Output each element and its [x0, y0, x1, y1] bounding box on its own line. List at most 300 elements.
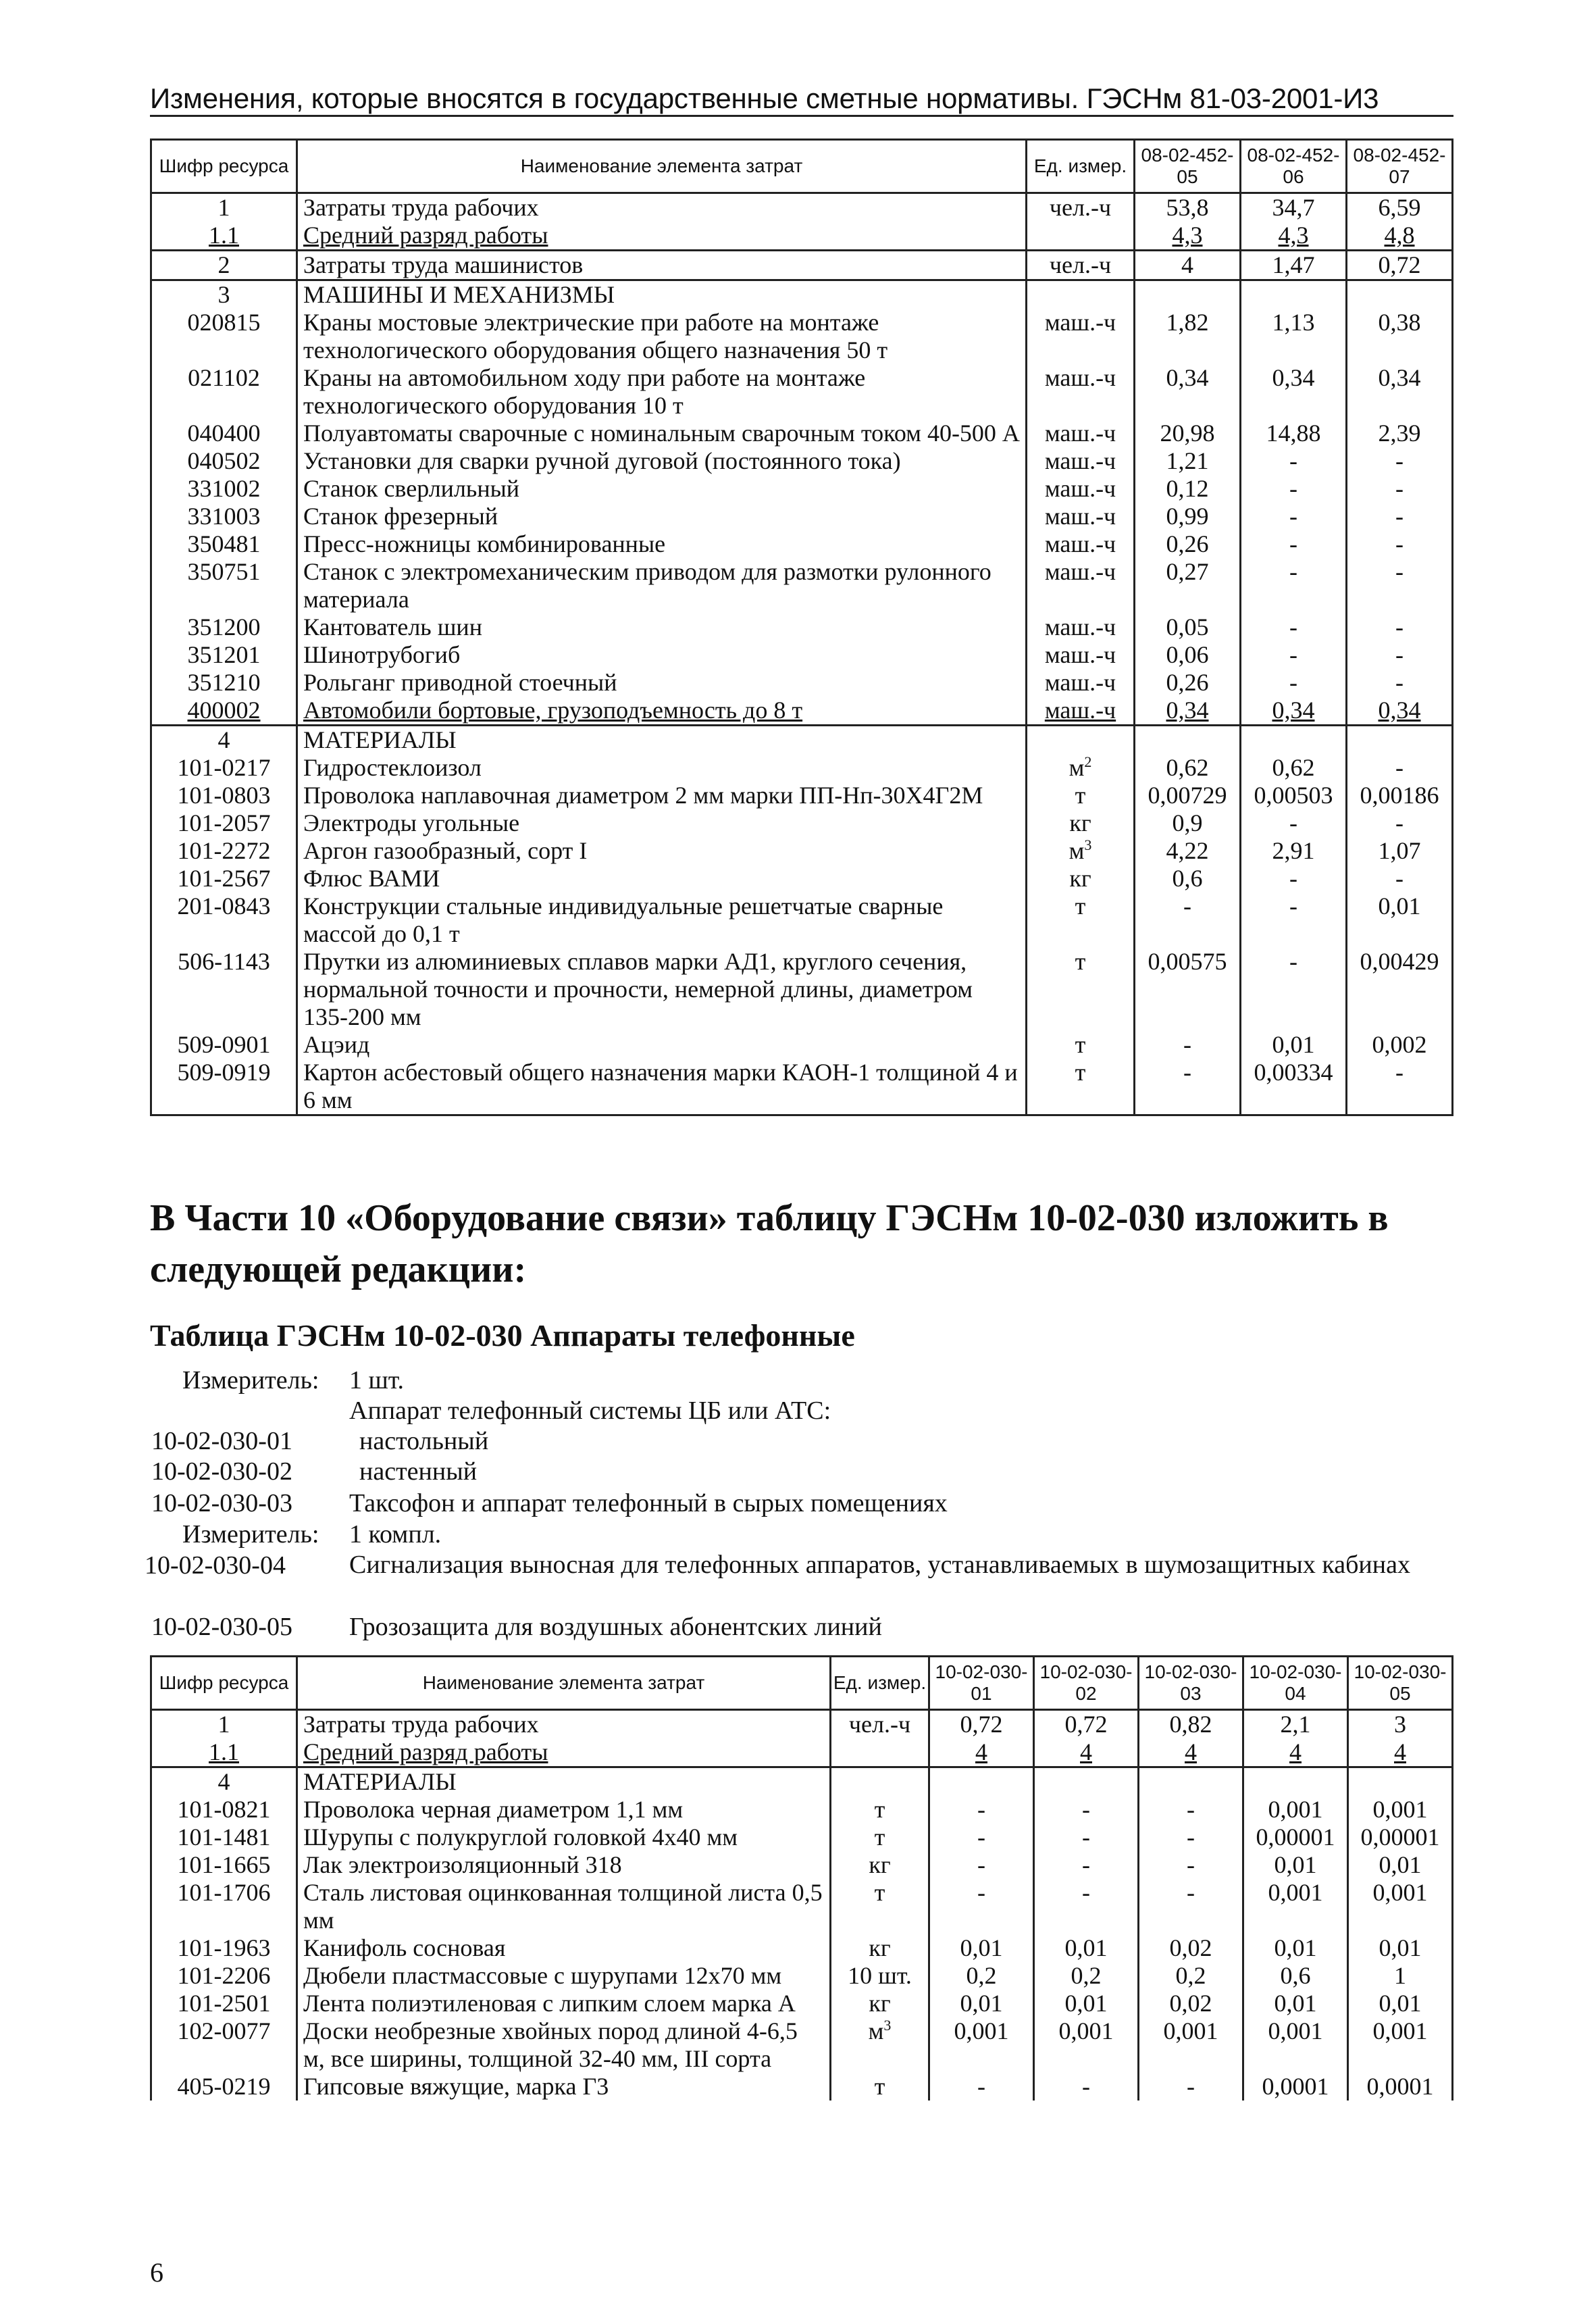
table-row — [151, 1710, 1453, 1739]
resource-code: 020815 — [151, 309, 297, 364]
resource-code: 101-2057 — [151, 809, 297, 837]
norm-value: 0,01 — [929, 1990, 1034, 2017]
table-row — [151, 2073, 1453, 2101]
unit: чел.-ч — [1027, 251, 1135, 280]
norm-value: 2,39 — [1347, 420, 1453, 447]
norm-value: - — [1347, 447, 1453, 475]
norm-value: - — [1347, 809, 1453, 837]
table-row — [151, 1031, 1453, 1059]
norm-value — [1241, 280, 1347, 309]
resource-name: Полуавтоматы сварочные с номинальным сварочным током 40-500 А — [297, 420, 1027, 447]
norm-value: 4 — [929, 1738, 1034, 1767]
table-row — [151, 1796, 1453, 1823]
resource-code: 350751 — [151, 558, 297, 613]
norm-value: 0,00429 — [1347, 948, 1453, 1031]
table-row — [151, 697, 1453, 726]
col-header-norm: 08-02-452-07 — [1347, 140, 1453, 193]
norm-value: 0,00001 — [1243, 1823, 1348, 1851]
norm-value — [1241, 726, 1347, 755]
col-header-norm: 10-02-030-05 — [1348, 1657, 1453, 1710]
table-row — [151, 669, 1453, 697]
norm-value: 0,34 — [1347, 364, 1453, 420]
norm-value: 0,01 — [929, 1934, 1034, 1962]
norm-value: 0,34 — [1347, 697, 1453, 726]
table-row — [151, 1990, 1453, 2017]
unit — [1027, 726, 1135, 755]
norm-value: 34,7 — [1241, 193, 1347, 222]
table-row — [151, 1738, 1453, 1767]
unit: т — [831, 1796, 929, 1823]
resource-name: Затраты труда рабочих — [297, 1710, 831, 1739]
table-row — [151, 865, 1453, 892]
norm-value: 0,001 — [1139, 2017, 1243, 2073]
norm-value: 0,72 — [1034, 1710, 1139, 1739]
unit: т — [831, 1823, 929, 1851]
table-row — [151, 1851, 1453, 1879]
table-title: Таблица ГЭСНм 10-02-030 Аппараты телефонные — [150, 1318, 855, 1353]
resource-code: 101-0217 — [151, 754, 297, 782]
unit: маш.-ч — [1027, 475, 1135, 503]
table-row — [151, 948, 1453, 1031]
norms-table-10-02-030 — [150, 1655, 1453, 2101]
unit: кг — [1027, 865, 1135, 892]
resource-name: Шинотрубогиб — [297, 641, 1027, 669]
norm-value: - — [1241, 613, 1347, 641]
norm-value: - — [1139, 2073, 1243, 2101]
resource-code: 101-1706 — [151, 1879, 297, 1934]
unit — [831, 1738, 929, 1767]
resource-code: 400002 — [151, 697, 297, 726]
norm-value: 0,34 — [1241, 364, 1347, 420]
header-rule — [150, 115, 1453, 117]
col-header-norm: 10-02-030-01 — [929, 1657, 1034, 1710]
norm-value: 0,2 — [1139, 1962, 1243, 1990]
unit: маш.-ч — [1027, 669, 1135, 697]
table-row — [151, 809, 1453, 837]
unit: маш.-ч — [1027, 641, 1135, 669]
norm-value: 0,02 — [1139, 1934, 1243, 1962]
norm-value: 14,88 — [1241, 420, 1347, 447]
norm-value: - — [1241, 669, 1347, 697]
item-code: 10-02-030-02 — [151, 1457, 292, 1486]
resource-code: 101-0803 — [151, 782, 297, 809]
resource-name: Станок фрезерный — [297, 503, 1027, 530]
norm-value: 0,0001 — [1243, 2073, 1348, 2101]
item-code: 10-02-030-01 — [151, 1427, 292, 1455]
norm-value — [929, 1767, 1034, 1796]
table-row — [151, 2017, 1453, 2073]
norm-value: 0,00001 — [1348, 1823, 1453, 1851]
resource-code: 101-2206 — [151, 1962, 297, 1990]
norm-value: - — [1241, 865, 1347, 892]
norm-value: 0,2 — [1034, 1962, 1139, 1990]
item-text: Сигнализация выносная для телефонных аппаратов, устанавливаемых в шумозащитных кабинах — [349, 1551, 1410, 1579]
norm-value: - — [1241, 475, 1347, 503]
resource-code: 101-2567 — [151, 865, 297, 892]
resource-name: Средний разряд работы — [297, 1738, 831, 1767]
resource-name: Гидростеклоизол — [297, 754, 1027, 782]
unit: т — [831, 2073, 929, 2101]
norm-value: 4,22 — [1135, 837, 1241, 865]
table-row — [151, 1879, 1453, 1934]
norm-value — [1347, 280, 1453, 309]
unit: чел.-ч — [1027, 193, 1135, 222]
measure-label: Измеритель: — [182, 1520, 319, 1549]
resource-code: 021102 — [151, 364, 297, 420]
resource-code: 101-1481 — [151, 1823, 297, 1851]
norm-value: - — [1347, 558, 1453, 613]
norm-value: 0,0001 — [1348, 2073, 1453, 2101]
norm-value: 2,91 — [1241, 837, 1347, 865]
norm-value: 1,07 — [1347, 837, 1453, 865]
resource-code: 509-0901 — [151, 1031, 297, 1059]
norm-value: - — [1347, 475, 1453, 503]
table-row — [151, 1767, 1453, 1796]
norm-value: 0,001 — [1243, 1796, 1348, 1823]
table-row — [151, 193, 1453, 222]
resource-name: Проволока черная диаметром 1,1 мм — [297, 1796, 831, 1823]
unit — [1027, 222, 1135, 251]
norm-value: 0,00186 — [1347, 782, 1453, 809]
norm-value: 0,01 — [1034, 1934, 1139, 1962]
norms-table-08-02-452 — [150, 139, 1453, 1116]
resource-name: Кантователь шин — [297, 613, 1027, 641]
norm-value: 0,01 — [1348, 1990, 1453, 2017]
norm-value: - — [1347, 530, 1453, 558]
norm-value: - — [1135, 892, 1241, 948]
norm-value: 0,72 — [929, 1710, 1034, 1739]
norm-value: - — [1241, 641, 1347, 669]
table-row — [151, 754, 1453, 782]
col-header-norm: 08-02-452-06 — [1241, 140, 1347, 193]
norm-value: 3 — [1348, 1710, 1453, 1739]
measure-label: Измеритель: — [182, 1366, 319, 1394]
item-code: 10-02-030-03 — [151, 1489, 292, 1517]
item-text: настольный — [359, 1427, 489, 1455]
unit: маш.-ч — [1027, 558, 1135, 613]
table-row — [151, 475, 1453, 503]
norm-value: 0,05 — [1135, 613, 1241, 641]
unit: кг — [831, 1851, 929, 1879]
col-header-name: Наименование элемента затрат — [297, 1657, 831, 1710]
resource-name: Средний разряд работы — [297, 222, 1027, 251]
resource-name: Затраты труда машинистов — [297, 251, 1027, 280]
norm-value: - — [1241, 503, 1347, 530]
resource-name: Сталь листовая оцинкованная толщиной листа 0,5 мм — [297, 1879, 831, 1934]
unit: т — [1027, 948, 1135, 1031]
unit: кг — [831, 1934, 929, 1962]
norm-value: 6,59 — [1347, 193, 1453, 222]
unit: $м^3$ — [1027, 837, 1135, 865]
norm-value — [1243, 1767, 1348, 1796]
norm-value: - — [929, 1879, 1034, 1934]
resource-code: 1 — [151, 1710, 297, 1739]
resource-code: 1.1 — [151, 1738, 297, 1767]
table-row — [151, 251, 1453, 280]
table-row — [151, 837, 1453, 865]
norm-value: 0,01 — [1348, 1934, 1453, 1962]
unit: кг — [1027, 809, 1135, 837]
resource-name: Флюс ВАМИ — [297, 865, 1027, 892]
norm-value: 0,01 — [1347, 892, 1453, 948]
table-row — [151, 530, 1453, 558]
norm-value: 0,00334 — [1241, 1059, 1347, 1115]
resource-name: Установки для сварки ручной дуговой (постоянного тока) — [297, 447, 1027, 475]
table-row — [151, 558, 1453, 613]
norm-value: 0,001 — [1034, 2017, 1139, 2073]
norm-value — [1347, 726, 1453, 755]
norm-value: 0,38 — [1347, 309, 1453, 364]
norm-value: 0,9 — [1135, 809, 1241, 837]
resource-code: 1 — [151, 193, 297, 222]
item-text: настенный — [359, 1457, 478, 1486]
resource-code: 405-0219 — [151, 2073, 297, 2101]
norm-value: 0,06 — [1135, 641, 1241, 669]
norm-value: 0,001 — [1348, 1796, 1453, 1823]
resource-code: 331003 — [151, 503, 297, 530]
norm-value: 0,001 — [1348, 1879, 1453, 1934]
norm-value: - — [1241, 892, 1347, 948]
norm-value: - — [1139, 1796, 1243, 1823]
norm-value: 2,1 — [1243, 1710, 1348, 1739]
norm-value: - — [1139, 1823, 1243, 1851]
unit: т — [1027, 1059, 1135, 1115]
norm-value: 0,00729 — [1135, 782, 1241, 809]
unit: 10 шт. — [831, 1962, 929, 1990]
table-header-row — [151, 140, 1453, 193]
resource-name: Аргон газообразный, сорт I — [297, 837, 1027, 865]
resource-name: Краны на автомобильном ходу при работе на монтаже технологического оборудования 10 т — [297, 364, 1027, 420]
norm-value: - — [1241, 447, 1347, 475]
norm-value: - — [929, 1823, 1034, 1851]
resource-name: Конструкции стальные индивидуальные решетчатые сварные массой до 0,1 т — [297, 892, 1027, 948]
col-header-code: Шифр ресурса — [151, 140, 297, 193]
unit: $м^2$ — [1027, 754, 1135, 782]
norm-value: - — [929, 1796, 1034, 1823]
norm-value: 0,34 — [1135, 364, 1241, 420]
resource-name: Гипсовые вяжущие, марка Г3 — [297, 2073, 831, 2101]
resource-code: 2 — [151, 251, 297, 280]
resource-name: Картон асбестовый общего назначения марки КАОН-1 толщиной 4 и 6 мм — [297, 1059, 1027, 1115]
norm-value: 4,8 — [1347, 222, 1453, 251]
norm-value: 0,00503 — [1241, 782, 1347, 809]
norm-value: 4,3 — [1241, 222, 1347, 251]
resource-name: Дюбели пластмассовые с шурупами 12х70 мм — [297, 1962, 831, 1990]
unit: маш.-ч — [1027, 503, 1135, 530]
resource-code: 101-0821 — [151, 1796, 297, 1823]
col-header-code: Шифр ресурса — [151, 1657, 297, 1710]
table-row — [151, 222, 1453, 251]
table-row — [151, 641, 1453, 669]
norm-value: 0,01 — [1243, 1990, 1348, 2017]
norm-value: 0,01 — [1034, 1990, 1139, 2017]
norm-value: - — [1135, 1031, 1241, 1059]
norm-value: 0,72 — [1347, 251, 1453, 280]
resource-code: 101-1963 — [151, 1934, 297, 1962]
norm-value: 0,6 — [1243, 1962, 1348, 1990]
resource-name: МАШИНЫ И МЕХАНИЗМЫ — [297, 280, 1027, 309]
norm-value: - — [1347, 754, 1453, 782]
resource-name: Станок сверлильный — [297, 475, 1027, 503]
intro-text: Аппарат телефонный системы ЦБ или АТС: — [349, 1397, 831, 1425]
norm-value: 1,47 — [1241, 251, 1347, 280]
resource-code: 351210 — [151, 669, 297, 697]
norm-value — [1034, 1767, 1139, 1796]
norm-value: 0,99 — [1135, 503, 1241, 530]
norm-value: 20,98 — [1135, 420, 1241, 447]
unit: маш.-ч — [1027, 420, 1135, 447]
norm-value: 0,34 — [1135, 697, 1241, 726]
resource-code: 351200 — [151, 613, 297, 641]
unit: т — [831, 1879, 929, 1934]
resource-code: 040502 — [151, 447, 297, 475]
norm-value: 4 — [1135, 251, 1241, 280]
resource-code: 101-2501 — [151, 1990, 297, 2017]
unit: $м^3$ — [831, 2017, 929, 2073]
col-header-unit: Ед. измер. — [831, 1657, 929, 1710]
norm-value: - — [929, 2073, 1034, 2101]
resource-code: 1.1 — [151, 222, 297, 251]
table-row — [151, 1962, 1453, 1990]
resource-name: Лак электроизоляционный 318 — [297, 1851, 831, 1879]
item-text: Грозозащита для воздушных абонентских линий — [349, 1613, 882, 1641]
resource-code: 506-1143 — [151, 948, 297, 1031]
norm-value: 0,001 — [1243, 2017, 1348, 2073]
norm-value: - — [1347, 865, 1453, 892]
table-row — [151, 447, 1453, 475]
norm-value: 0,34 — [1241, 697, 1347, 726]
resource-name: Шурупы с полукруглой головкой 4х40 мм — [297, 1823, 831, 1851]
norm-value: - — [1347, 669, 1453, 697]
norm-value: - — [1135, 1059, 1241, 1115]
norm-value: 1,13 — [1241, 309, 1347, 364]
norm-value: - — [1241, 530, 1347, 558]
norm-value: 4 — [1243, 1738, 1348, 1767]
norm-value: 1,21 — [1135, 447, 1241, 475]
resource-code: 351201 — [151, 641, 297, 669]
norm-value: - — [1241, 809, 1347, 837]
norm-value: - — [1241, 948, 1347, 1031]
norm-value — [1139, 1767, 1243, 1796]
norm-value: 0,01 — [1243, 1851, 1348, 1879]
unit: т — [1027, 892, 1135, 948]
table-header-row — [151, 1657, 1453, 1710]
table-row — [151, 1059, 1453, 1115]
norm-value: 4 — [1139, 1738, 1243, 1767]
unit: маш.-ч — [1027, 613, 1135, 641]
norm-value: 0,62 — [1241, 754, 1347, 782]
unit — [1027, 280, 1135, 309]
norm-value: - — [1347, 503, 1453, 530]
norm-value: - — [1347, 1059, 1453, 1115]
norm-value: 0,82 — [1139, 1710, 1243, 1739]
norm-value: 0,6 — [1135, 865, 1241, 892]
col-header-unit: Ед. измер. — [1027, 140, 1135, 193]
norm-value: - — [1347, 613, 1453, 641]
resource-name: Канифоль сосновая — [297, 1934, 831, 1962]
resource-name: Пресс-ножницы комбинированные — [297, 530, 1027, 558]
unit: маш.-ч — [1027, 309, 1135, 364]
norm-value: 0,002 — [1347, 1031, 1453, 1059]
resource-code: 4 — [151, 726, 297, 755]
col-header-norm: 08-02-452-05 — [1135, 140, 1241, 193]
resource-name: Краны мостовые электрические при работе на монтаже технологического оборудования общего назначения 50 т — [297, 309, 1027, 364]
norm-value — [1348, 1767, 1453, 1796]
resource-name: Станок с электромеханическим приводом для размотки рулонного материала — [297, 558, 1027, 613]
unit: кг — [831, 1990, 929, 2017]
norm-value: 0,01 — [1241, 1031, 1347, 1059]
unit: маш.-ч — [1027, 697, 1135, 726]
resource-code: 509-0919 — [151, 1059, 297, 1115]
resource-code: 331002 — [151, 475, 297, 503]
norm-value — [1135, 726, 1241, 755]
norm-value: - — [929, 1851, 1034, 1879]
norm-value: - — [1139, 1851, 1243, 1879]
norm-value: - — [1139, 1879, 1243, 1934]
norm-value: - — [1034, 1823, 1139, 1851]
table-row — [151, 726, 1453, 755]
norm-value: 0,27 — [1135, 558, 1241, 613]
measure-value: 1 шт. — [349, 1366, 405, 1394]
norm-value: 0,001 — [929, 2017, 1034, 2073]
norm-value: - — [1034, 2073, 1139, 2101]
item-code: 10-02-030-04 — [145, 1551, 286, 1580]
norm-value: 0,26 — [1135, 669, 1241, 697]
col-header-name: Наименование элемента затрат — [297, 140, 1027, 193]
norm-value: - — [1034, 1879, 1139, 1934]
page-number: 6 — [150, 2257, 163, 2288]
unit: т — [1027, 1031, 1135, 1059]
norm-value: 1,82 — [1135, 309, 1241, 364]
section-heading: В Части 10 «Оборудование связи» таблицу ГЭСНм 10-02-030 изложить в следующей редакции: — [150, 1197, 1389, 1290]
norm-value: 0,02 — [1139, 1990, 1243, 2017]
resource-name: Проволока наплавочная диаметром 2 мм марки ПП-Нп-30Х4Г2М — [297, 782, 1027, 809]
table-row — [151, 503, 1453, 530]
table-row — [151, 309, 1453, 364]
page-header: Изменения, которые вносятся в государственные сметные нормативы. ГЭСНм 81-03-2001-И3 — [150, 82, 1379, 114]
resource-name: Лента полиэтиленовая с липким слоем марка А — [297, 1990, 831, 2017]
norm-value: 4 — [1034, 1738, 1139, 1767]
resource-name: Ацэид — [297, 1031, 1027, 1059]
norm-value: 0,01 — [1348, 1851, 1453, 1879]
resource-code: 350481 — [151, 530, 297, 558]
unit — [831, 1767, 929, 1796]
resource-code: 102-0077 — [151, 2017, 297, 2073]
resource-name: Затраты труда рабочих — [297, 193, 1027, 222]
norm-value: 0,001 — [1243, 1879, 1348, 1934]
resource-code: 101-1665 — [151, 1851, 297, 1879]
resource-code: 101-2272 — [151, 837, 297, 865]
resource-name: Рольганг приводной стоечный — [297, 669, 1027, 697]
norm-value: 4,3 — [1135, 222, 1241, 251]
table-row — [151, 364, 1453, 420]
unit: т — [1027, 782, 1135, 809]
col-header-norm: 10-02-030-03 — [1139, 1657, 1243, 1710]
norm-value: 1 — [1348, 1962, 1453, 1990]
norm-value: 0,12 — [1135, 475, 1241, 503]
item-text: Таксофон и аппарат телефонный в сырых помещениях — [349, 1489, 948, 1517]
resource-code: 040400 — [151, 420, 297, 447]
measure-value: 1 компл. — [349, 1520, 442, 1549]
table-row — [151, 420, 1453, 447]
norm-value: 0,01 — [1243, 1934, 1348, 1962]
unit: чел.-ч — [831, 1710, 929, 1739]
norm-value: 4 — [1348, 1738, 1453, 1767]
norm-value: 0,62 — [1135, 754, 1241, 782]
norm-value: 0,26 — [1135, 530, 1241, 558]
table-row — [151, 782, 1453, 809]
norm-value: - — [1241, 558, 1347, 613]
